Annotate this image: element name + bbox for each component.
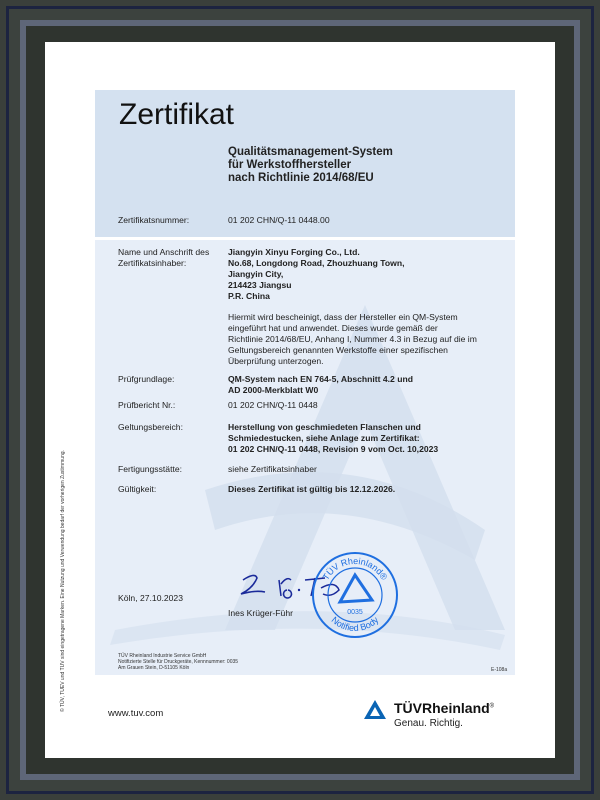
form-code: E-108a bbox=[491, 667, 508, 673]
certificate-page bbox=[45, 42, 555, 758]
scope-label: Geltungsbereich: bbox=[118, 422, 183, 432]
signatory-name: Ines Krüger-Führ bbox=[228, 608, 293, 618]
report-value: 01 202 CHN/Q-11 0448 bbox=[228, 400, 318, 410]
svg-text:TÜV Rheinland®: TÜV Rheinland® bbox=[320, 555, 390, 582]
website-link[interactable]: www.tuv.com bbox=[108, 708, 164, 719]
certificate-title: Zertifikat bbox=[119, 98, 235, 131]
validity-label: Gültigkeit: bbox=[118, 484, 157, 494]
logo-slogan: Genau. Richtig. bbox=[394, 718, 463, 729]
certificate-subtitle: Qualitätsmanagement-System für Werkstoffhersteller nach Richtlinie 2014/68/EU bbox=[228, 146, 393, 184]
notified-body-stamp bbox=[310, 550, 400, 640]
place-date: Köln, 27.10.2023 bbox=[118, 593, 183, 603]
issuer-address: TÜV Rheinland Industrie Service GmbH Notifizierte Stelle für Druckgeräte, Kennnummer: 0035 Am Grauen Stein, D-51105 Köln bbox=[118, 653, 239, 671]
basis-label: Prüfgrundlage: bbox=[118, 374, 175, 384]
basis-value: QM-System nach EN 764-5, Abschnitt 4.2 und AD 2000-Merkblatt W0 bbox=[228, 374, 413, 395]
cert-number-label: Zertifikatsnummer: bbox=[118, 215, 190, 225]
cert-number-value: 01 202 CHN/Q-11 0448.00 bbox=[228, 215, 330, 225]
tuv-triangle-icon bbox=[362, 698, 388, 722]
svg-text:0035: 0035 bbox=[347, 609, 363, 616]
site-value: siehe Zertifikatsinhaber bbox=[228, 464, 317, 474]
certificate-panel bbox=[95, 90, 515, 675]
holder-value: Jiangyin Xinyu Forging Co., Ltd. No.68, Longdong Road, Zhouzhuang Town, Jiangyin City, 214423 Jiangsu P.R. China bbox=[228, 247, 405, 301]
holder-label: Name und Anschrift des Zertifikatsinhaber: bbox=[118, 247, 210, 268]
report-label: Prüfbericht Nr.: bbox=[118, 400, 176, 410]
trademark-note: © TÜV, TUEV und TUV sind eingetragene Marken. Eine Nutzung und Verwendung bedarf der vorherigen Zustimmung. bbox=[60, 450, 66, 712]
scope-value: Herstellung von geschmiedeten Flanschen und Schmiedestucken, siehe Anlage zum Zertifikat: 01 202 CHN/Q-11 0448, Revision 9 vom Oct. 10,2023 bbox=[228, 422, 439, 454]
site-label: Fertigungsstätte: bbox=[118, 464, 183, 474]
validity-value: Dieses Zertifikat ist gültig bis 12.12.2026. bbox=[228, 484, 396, 494]
svg-text:Notified Body: Notified Body bbox=[329, 614, 381, 634]
statement: Hiermit wird bescheinigt, dass der Hersteller ein QM-System eingeführt hat und anwendet. Dieses wurde gemäß der Richtlinie 2014/68/EU, Anhang I, Nummer 4.3 in Bezug auf die im Geltungsbereich genannten Werkstoffe einer spezifischen Überprüfung unterzogen. bbox=[228, 312, 477, 366]
tuv-logo: TÜVRheinland® Genau. Richtig. bbox=[362, 696, 562, 736]
